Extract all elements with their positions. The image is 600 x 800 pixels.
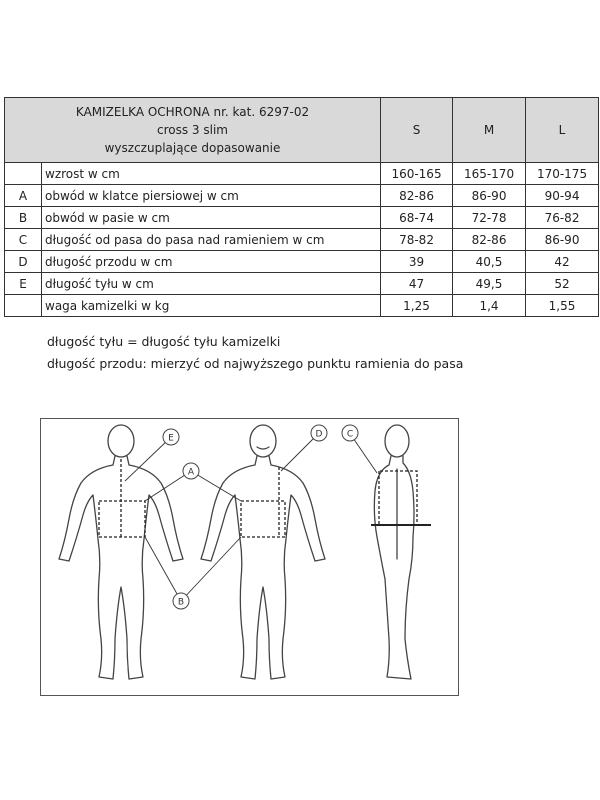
row-letter: B xyxy=(5,207,42,229)
row-label: waga kamizelki w kg xyxy=(42,295,381,317)
row-value-m: 72-78 xyxy=(453,207,526,229)
front-view-figure xyxy=(201,425,325,679)
row-value-l: 76-82 xyxy=(526,207,599,229)
table-row xyxy=(5,295,599,317)
row-letter xyxy=(5,295,42,317)
row-value-l: 52 xyxy=(526,273,599,295)
row-value-s: 160-165 xyxy=(381,163,453,185)
product-title-line-2: cross 3 slim xyxy=(157,123,228,137)
row-value-m: 82-86 xyxy=(453,229,526,251)
row-label: długość przodu w cm xyxy=(42,251,381,273)
back-chest-waist-outline xyxy=(99,501,145,537)
table-header-row xyxy=(5,98,599,163)
table-row xyxy=(5,163,599,185)
row-value-s: 39 xyxy=(381,251,453,273)
row-value-m: 1,4 xyxy=(453,295,526,317)
row-value-m: 49,5 xyxy=(453,273,526,295)
row-value-m: 165-170 xyxy=(453,163,526,185)
row-value-s: 1,25 xyxy=(381,295,453,317)
size-header-m: M xyxy=(453,98,526,163)
size-table xyxy=(4,97,599,317)
row-value-l: 170-175 xyxy=(526,163,599,185)
side-view-figure xyxy=(374,425,414,679)
row-letter: E xyxy=(5,273,42,295)
row-value-s: 78-82 xyxy=(381,229,453,251)
row-value-s: 47 xyxy=(381,273,453,295)
table-row xyxy=(5,273,599,295)
product-title xyxy=(5,98,381,163)
body-figures-svg xyxy=(41,419,460,697)
note-back-length: długość tyłu = długość tyłu kamizelki xyxy=(47,334,281,349)
size-header-s: S xyxy=(381,98,453,163)
row-value-l: 1,55 xyxy=(526,295,599,317)
label-e: E xyxy=(168,433,174,444)
row-letter xyxy=(5,163,42,185)
size-header-l: L xyxy=(526,98,599,163)
product-title-line-3: wyszczuplające dopasowanie xyxy=(104,141,281,155)
row-label: długość od pasa do pasa nad ramieniem w cm xyxy=(42,229,381,251)
row-label: długość tyłu w cm xyxy=(42,273,381,295)
table-row xyxy=(5,251,599,273)
row-label: obwód w pasie w cm xyxy=(42,207,381,229)
row-value-l: 86-90 xyxy=(526,229,599,251)
back-view-figure xyxy=(59,425,183,679)
measurement-diagram xyxy=(40,418,459,696)
row-label: obwód w klatce piersiowej w cm xyxy=(42,185,381,207)
table-row xyxy=(5,185,599,207)
note-front-length: długość przodu: mierzyć od najwyższego punktu ramienia do pasa xyxy=(47,356,464,371)
row-value-m: 86-90 xyxy=(453,185,526,207)
product-title-line-1: KAMIZELKA OCHRONA nr. kat. 6297-02 xyxy=(75,105,310,119)
table-row xyxy=(5,207,599,229)
row-value-l: 90-94 xyxy=(526,185,599,207)
row-label: wzrost w cm xyxy=(42,163,381,185)
row-letter: C xyxy=(5,229,42,251)
row-value-s: 68-74 xyxy=(381,207,453,229)
row-letter: D xyxy=(5,251,42,273)
label-c: C xyxy=(346,429,354,440)
row-letter: A xyxy=(5,185,42,207)
row-value-m: 40,5 xyxy=(453,251,526,273)
label-b: B xyxy=(177,597,185,608)
row-value-l: 42 xyxy=(526,251,599,273)
label-a: A xyxy=(187,467,195,478)
row-value-s: 82-86 xyxy=(381,185,453,207)
table-row xyxy=(5,229,599,251)
measurement-notes xyxy=(47,331,463,375)
label-d: D xyxy=(315,429,323,440)
